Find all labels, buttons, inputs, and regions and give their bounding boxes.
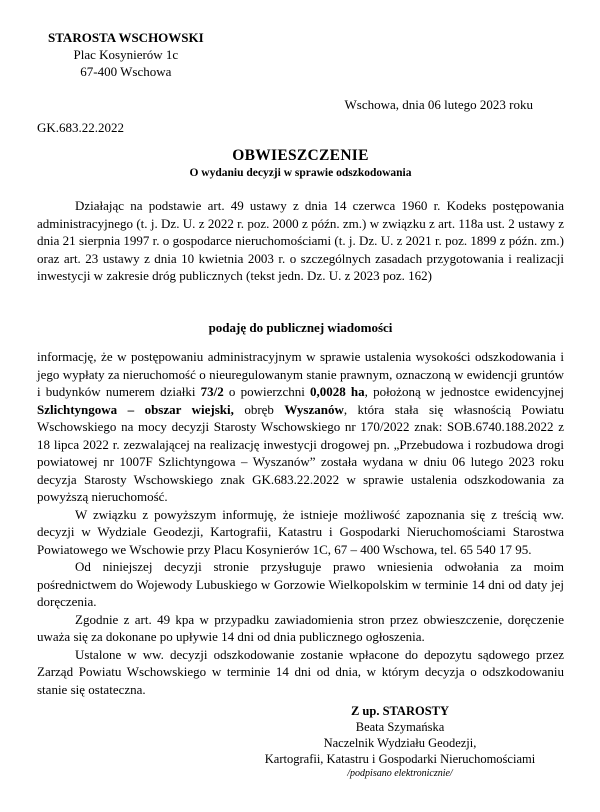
signature-title-line2: Kartografii, Katastru i Gospodarki Nieruchomościami [264,752,536,766]
document-title: OBWIESZCZENIE [232,147,369,164]
appeal-info-paragraph: Od niniejszej decyzji stronie przysługuje prawo wniesienia odwołania za moim pośrednictwem do Wojewody Lubuskiego w Gorzowie Wielkopolskim w terminie 14 dni od daty jej doręczenia. [37,559,564,609]
deposit-info-paragraph: Ustalone w ww. decyzji odszkodowanie zostanie wpłacone do depozytu sądowego przez Zarząd Powiatu Wschowskiego w terminie 14 dni od dnia, w którym decyzja o odszkodowaniu stanie się ostateczna. [37,646,564,697]
delivery-info-paragraph: Zgodnie z art. 49 kpa w przypadku zawiadomienia stron przez obwieszczenie, doręczenie uważa się za dokonane po upływie 14 dni od dnia publicznego ogłoszenia. [37,611,564,644]
signature-block [200,703,600,781]
signature-name: Beata Szymańska [355,720,445,734]
sender-address-city: 67-400 Wschowa [80,64,172,79]
signature-title-line1: Naczelnik Wydziału Geodezji, [323,736,477,750]
announcement-lead: podaję do publicznej wiadomości [208,319,393,335]
sender-address-street: Plac Kosynierów 1c [73,47,179,62]
electronic-signature-note: /podpisano elektronicznie/ [347,768,453,779]
legal-basis-paragraph: Działając na podstawie art. 49 ustawy z dnia 14 czerwca 1960 r. Kodeks postępowania administracyjnego (t. j. Dz. U. z 2022 r. poz. 2000 z późn. zm.) w związku z art. 118a ust. 2 ustawy z dnia 21 sierpnia 1997 r. o gospodarce nieruchomościami (t. j. Dz. U. z 2021 r. poz. 1899 z późn. zm.) oraz art. 23 ustawy z dnia 10 kwietnia 2003 r. o szczególnych zasadach przygotowania i realizacji inwestycji w zakresie dróg publicznych (tekst jedn. Dz. U. z 2023 poz. 162) [37,198,564,283]
main-paragraph-segment: , położoną w jednostce ewidencyjnej [364,384,564,399]
main-paragraph-segment: informację, że w postępowaniu administracyjnym w sprawie ustalenia wysokości odszkodowania i jego wypłaty za nieruchomość o nieuregulowanym stanie prawnym, oznaczoną w ewidencji gruntów i budynków numerem działki [37,349,564,399]
signature-authority: Z up. STAROSTY [350,704,450,718]
sender-office-name: STAROSTA WSCHOWSKI [48,30,204,45]
plot-number: 73/2 [200,384,224,399]
reference-number: GK.683.22.2022 [37,119,125,135]
access-info-paragraph: W związku z powyższym informuję, że istnieje możliwość zapoznania się z treścią ww. decyzji w Wydziale Geodezji, Kartografii, Katastru i Gospodarki Nieruchomościami Starostwa Powiatowego we Wschowie przy Placu Kosynierów 1C, 67 – 400 Wschowa, tel. 65 540 17 95. [37,506,564,557]
main-paragraph [37,348,564,506]
main-paragraph-segment: o powierzchni [223,384,310,399]
main-paragraph-segment: , która stała się własnością Powiatu Wschowskiego na mocy decyzji Starosty Wschowskiego nr 170/2022 znak: SOB.6740.188.2022 z 18 lipca 2022 r. zezwalającej na realizację inwestycji drogowej pn. „Przebudowa i rozbudowa drogi powiatowej nr 1007F Szlichtyngowa – Wyszanów” została wydana w dniu 06 lutego 2023 roku decyzja Starosty Wschowskiego znak GK.683.22.2022 w sprawie ustalenia odszkodowania za powyższą nieruchomość. [37,401,564,504]
plot-area: 0,0028 ha [310,384,365,399]
cadastral-district: Wyszanów [284,401,344,417]
body-text [37,348,564,698]
document-subtitle: O wydaniu decyzji w sprawie odszkodowania [189,167,412,179]
main-paragraph-segment: obręb [233,401,285,417]
place-date-line: Wschowa, dnia 06 lutego 2023 roku [344,97,533,112]
administrative-unit: Szlichtyngowa – obszar wiejski, [37,401,234,417]
sender-block [48,29,204,80]
